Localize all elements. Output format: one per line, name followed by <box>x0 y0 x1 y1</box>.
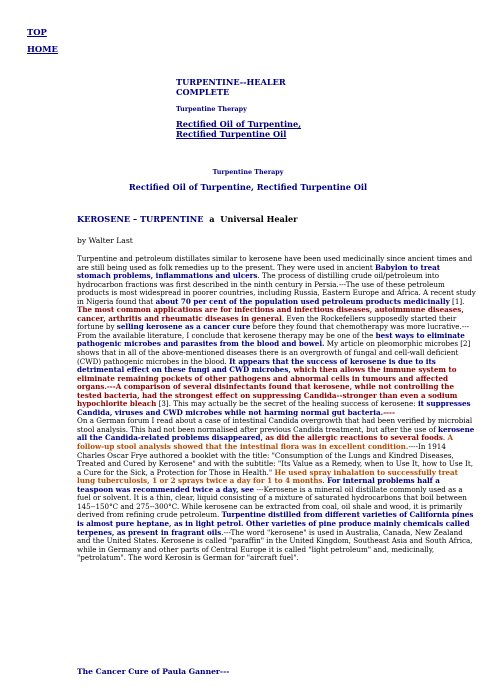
highlight: , which then allows the immune system to eliminate remaining pockets of other pathogens and abnormal cells in tumours and affected organs.---A comparison of several disinfectants found that kerosene, while not controlling the tested bacteria, had the strongest effect on suppressing Candida--stronger than even a sodium hypochlorite bleach <box>77 365 458 409</box>
text: . The process of distilling crude oil/petroleum into hydrocarbon fractions was first described in the ninth century in Persia.---The use of these petroleum products is most widespread in poorer countries, including Russia, Eastern Europe and Africa. A recent study in Nigeria found that <box>77 271 476 306</box>
text: [3]. This may actually be the secret of the healing success of kerosene: <box>156 399 418 409</box>
highlight: selling kerosene as a cancer cure <box>116 322 251 332</box>
article-body <box>77 255 476 563</box>
highlight: It appears that the success of kerosene is due to its detrimental effect on these fungi and CWD microbes <box>77 356 436 375</box>
cancer-cure-heading: The Cancer Cure of Paula Ganner--- <box>77 667 230 676</box>
highlight: Turpentine distilled from different varieties of California pines is almost pure heptane, as in light petrol. Other varieties of pine produce mainly chemicals called terpenes, as present in fragrant oils <box>77 510 474 537</box>
text: . <box>322 476 328 486</box>
page-title-line2: COMPLETE <box>176 87 230 97</box>
center-therapy-label: Turpentine Therapy <box>212 168 284 176</box>
article-heading-sub: a Universal Healer <box>203 214 298 224</box>
highlight: Babylon to treat stomach problems, inflammations and ulcers <box>77 262 441 281</box>
highlight: best ways to eliminate pathogenic microbes and parasites from the blood and bowel. <box>77 330 465 349</box>
center-title: Rectified Oil of Turpentine, Rectified Turpentine Oil <box>128 182 368 192</box>
byline: by Walter Last <box>77 236 133 245</box>
text: . <box>442 433 448 443</box>
article-heading-main: KEROSENE – TURPENTINE <box>77 214 204 224</box>
text: My article on pleomorphic microbes [2] shows that in all of the above-mentioned diseases there is an overgrowth of fungal and cell-wall deficient (CWD) pathogenic microbes in the blood. <box>77 339 471 366</box>
article-heading <box>77 214 297 224</box>
text: before they found that chemotherapy was more lucrative.---From the available literature, I conclude that kerosene therapy may be one of the <box>77 322 470 340</box>
highlight: A follow-up stool analysis showed that the intestinal flora was in excellent condition. <box>77 433 454 452</box>
home-link[interactable]: HOME <box>27 44 58 54</box>
top-link[interactable]: TOP <box>27 27 47 37</box>
text: On a German forum I read about a case of intestinal Candida overgrowth that had been verified by microbial stool analysis. This had not been normalised after previous Candida treatment, but after the use of <box>77 416 473 434</box>
highlight: ---- <box>383 407 395 417</box>
paragraph-forum <box>77 417 476 562</box>
rectified-oil-link-line1[interactable]: Rectified Oil of Turpentine, <box>176 119 302 129</box>
text: . Even the Rockefellers supposedly started their fortune by <box>77 313 457 332</box>
highlight: kerosene all the Candida-related problems disappeared <box>77 424 475 443</box>
highlight: For internal problems half a teaspoon was recommended twice a day, see <box>77 476 440 494</box>
paragraph-intro <box>77 255 476 417</box>
title-block <box>176 77 476 139</box>
highlight: , as did the allergic reactions to several foods <box>260 433 443 443</box>
text: ---Kerosene is a mineral oil distillate commonly used as a fuel or solvent. It is a thin, clear, liquid consisting of a mixture of saturated hydrocarbons that boil between 145--150°C and 275--300°C. While kerosene can be extracted from coal, oil shale and wood, it is primarily derived from refining crude petroleum. <box>77 484 467 520</box>
turpentine-therapy-label: Turpentine Therapy <box>176 105 247 113</box>
rectified-oil-link[interactable] <box>176 120 476 139</box>
highlight: about 70 per cent of the population used petroleum products medicinally <box>155 296 450 306</box>
highlight: He used spray inhalation to successfully treat lung tuberculosis, 1 or 2 sprays twice a day for 1 to 4 months <box>77 467 458 486</box>
highlight: The most common applications are for infections and infectious diseases, autoimmune diseases, cancer, arthritis and rheumatic diseases in general <box>77 305 464 323</box>
text: Turpentine and petroleum distillates similar to kerosene have been used medicinally since ancient times and are still being used as folk remedies up to the present. They were used in ancient <box>77 254 473 272</box>
rectified-oil-link-line2[interactable]: Rectified Turpentine Oil <box>176 128 287 139</box>
page-title-line1: TURPENTINE--HEALER <box>176 77 286 87</box>
text: .---The word "kerosene" is used in Australia, Canada, New Zealand and the United States. Kerosene is called "paraffin" in the United Kingdom, Southeast Asia and South Africa, while in Germany and other parts of Central Europe it is called "light petroleum" and, medicinally, "petrolatum". The word Kerosin is German for "aircraft fuel". <box>77 527 473 563</box>
page-title <box>176 77 476 97</box>
highlight: it suppresses Candida, viruses and CWD microbes while not harming normal gut bacteria. <box>77 399 471 417</box>
text: [1]. <box>449 296 465 306</box>
text: ----In 1914 Charles Oscar Frye authored a booklet with the title: "Consumption of the Lungs and Kindred Diseases, Treated and Cured by Kerosene" and with the subtitle: "Its Value as a Remedy, when to Use It, how to Use It, a Cure for the Sick, a Protection for Those in Health." <box>77 442 473 477</box>
